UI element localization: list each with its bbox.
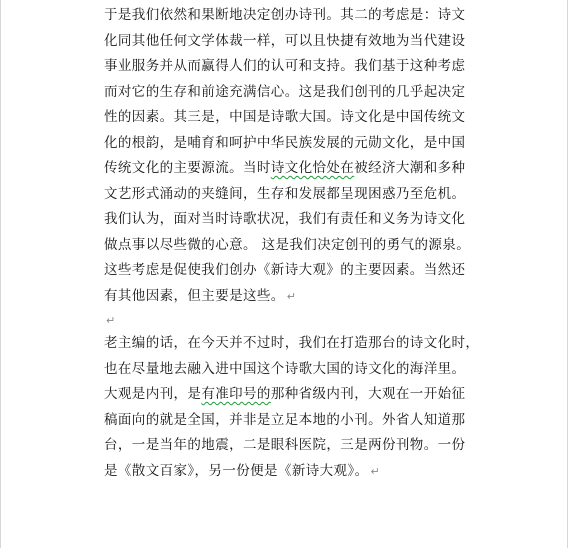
line-text: 那种省级内刊，大观在一开始征 bbox=[270, 386, 466, 402]
line-text: 有其他因素，但主要是这些。 bbox=[104, 287, 285, 304]
line-text: 大观是内刊，是 bbox=[104, 386, 202, 402]
text-line bbox=[104, 357, 466, 383]
line-text: 这些考虑是促使我们创办《新诗大观》的主要因素。当然还 bbox=[104, 262, 466, 278]
grammar-flagged-text[interactable]: 有准印号的 bbox=[201, 386, 271, 402]
paragraph-mark-icon: ↵ bbox=[286, 289, 297, 303]
text-line bbox=[104, 284, 466, 310]
line-text: 稿面向的就是全国，并非是立足本地的小刊。外省人知道那 bbox=[104, 411, 466, 428]
line-text: 也在尽量地去融入进中国这个诗歌大国的诗文化的海洋里。 bbox=[104, 360, 466, 377]
text-line bbox=[104, 3, 466, 29]
text-line bbox=[104, 382, 466, 408]
line-text: 我们认为，面对当时诗歌状况，我们有责任和义务为诗文化 bbox=[104, 211, 466, 227]
text-line bbox=[104, 105, 466, 131]
line-text: 被经济大潮和多种 bbox=[354, 160, 466, 176]
line-text: 文艺形式涌动的夹缝间，生存和发展都呈现困惑乃至危机。 bbox=[104, 185, 466, 202]
text-line bbox=[104, 80, 466, 106]
text-line bbox=[104, 29, 466, 55]
line-text: 化同其他任何文学体裁一样，可以且快捷有效地为当代建设 bbox=[104, 32, 466, 49]
text-line bbox=[104, 258, 466, 284]
text-line bbox=[104, 156, 466, 182]
text-line bbox=[104, 233, 471, 259]
line-text: 而对它的生存和前途充满信心。这是我们创刊的几乎起决定 bbox=[104, 83, 466, 100]
text-line bbox=[104, 131, 466, 157]
text-line bbox=[104, 182, 466, 208]
line-text: 化的根韵，是哺育和呵护中华民族发展的元勋文化，是中国 bbox=[104, 134, 466, 151]
line-text: 传统文化的主要源流。当时 bbox=[104, 160, 271, 176]
line-text: 于是我们依然和果断地决定创办诗刊。其二的考虑是：诗文 bbox=[104, 7, 466, 23]
line-text: 性的因素。其三是，中国是诗歌大国。诗文化是中国传统文 bbox=[104, 109, 466, 125]
line-text: 是《散文百家》，另一份便是《新诗大观》。 bbox=[104, 462, 369, 479]
text-line bbox=[104, 207, 466, 233]
line-text: 老主编的话，在今天并不过时，我们在打造那台的诗文化时， bbox=[104, 335, 480, 351]
text-line bbox=[104, 331, 480, 357]
empty-paragraph bbox=[104, 309, 466, 331]
text-line bbox=[104, 459, 466, 485]
text-line bbox=[104, 408, 466, 434]
text-line bbox=[104, 433, 466, 459]
line-text: 台，一是当年的地震，二是眼科医院，三是两份刊物。一份 bbox=[104, 437, 466, 453]
document-body[interactable] bbox=[104, 3, 480, 484]
text-line bbox=[104, 54, 466, 80]
paragraph-mark-icon: ↵ bbox=[370, 464, 381, 478]
line-text: 事业服务并从而赢得人们的认可和支持。我们基于这种考虑 bbox=[104, 58, 466, 74]
paragraph-mark-icon: ↵ bbox=[106, 314, 116, 327]
grammar-flagged-text[interactable]: 诗文化恰处在 bbox=[270, 160, 355, 176]
line-text: 做点事以尽些微的心意。 这是我们决定创刊的勇气的源泉。 bbox=[104, 236, 471, 253]
